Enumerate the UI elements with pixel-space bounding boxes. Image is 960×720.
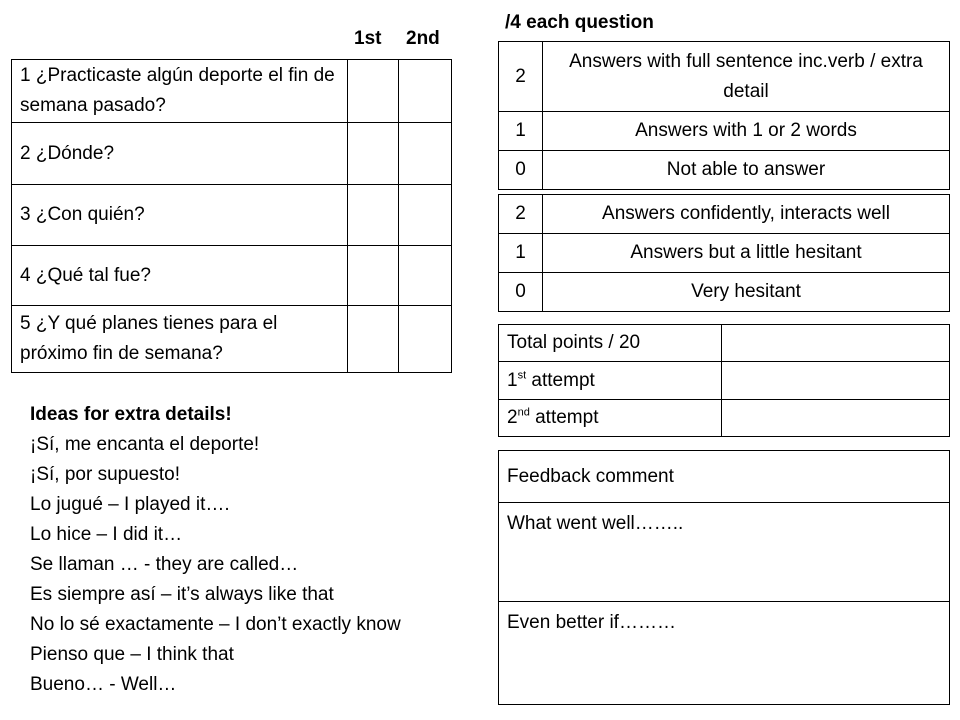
feedback-title: Feedback comment	[499, 451, 950, 503]
attempt-1-score[interactable]	[722, 362, 950, 400]
what-went-well-field[interactable]: What went well……..	[499, 503, 950, 602]
criteria-score: 0	[499, 151, 543, 190]
second-attempt-header: 2nd	[406, 28, 440, 49]
idea-line: ¡Sí, por supuesto!	[30, 464, 180, 485]
idea-line: Lo jugué – I played it….	[30, 494, 230, 515]
criteria-text: Answers with 1 or 2 words	[543, 112, 950, 151]
totals-title-value[interactable]	[722, 325, 950, 362]
feedback-table	[498, 450, 950, 705]
criteria-table-confidence	[498, 194, 950, 312]
question-1: 1 ¿Practicaste algún deporte el fin de semana pasado?	[12, 60, 348, 123]
question-1-first-box[interactable]	[347, 60, 398, 123]
criteria-text: Not able to answer	[543, 151, 950, 190]
criteria-text: Answers confidently, interacts well	[543, 195, 950, 234]
scoring-title: /4 each question	[505, 12, 654, 33]
idea-line: No lo sé exactamente – I don’t exactly know	[30, 614, 401, 635]
idea-line: Bueno… - Well…	[30, 674, 177, 695]
criteria-score: 1	[499, 112, 543, 151]
criteria-score: 2	[499, 195, 543, 234]
questions-table	[11, 59, 452, 373]
criteria-table-accuracy	[498, 41, 950, 190]
criteria-score: 0	[499, 273, 543, 312]
question-3-second-box[interactable]	[398, 185, 451, 246]
even-better-if-field[interactable]: Even better if………	[499, 602, 950, 705]
ideas-title: Ideas for extra details!	[30, 404, 232, 425]
question-5: 5 ¿Y qué planes tienes para el próximo fin de semana?	[12, 306, 348, 373]
question-1-second-box[interactable]	[398, 60, 451, 123]
criteria-score: 2	[499, 42, 543, 112]
totals-table	[498, 324, 950, 437]
idea-line: Se llaman … - they are called…	[30, 554, 299, 575]
question-3: 3 ¿Con quién?	[12, 185, 348, 246]
idea-line: ¡Sí, me encanta el deporte!	[30, 434, 260, 455]
criteria-score: 1	[499, 234, 543, 273]
question-4: 4 ¿Qué tal fue?	[12, 246, 348, 306]
question-5-second-box[interactable]	[398, 306, 451, 373]
idea-line: Pienso que – I think that	[30, 644, 234, 665]
question-4-first-box[interactable]	[347, 246, 398, 306]
idea-line: Es siempre así – it’s always like that	[30, 584, 334, 605]
question-5-first-box[interactable]	[347, 306, 398, 373]
idea-line: Lo hice – I did it…	[30, 524, 183, 545]
question-2-second-box[interactable]	[398, 123, 451, 185]
attempt-2-label: 2nd attempt	[499, 400, 722, 437]
criteria-text: Very hesitant	[543, 273, 950, 312]
attempt-2-score[interactable]	[722, 400, 950, 437]
ideas-list	[30, 400, 401, 700]
question-3-first-box[interactable]	[347, 185, 398, 246]
attempt-1-label: 1st attempt	[499, 362, 722, 400]
first-attempt-header: 1st	[354, 28, 382, 49]
criteria-text: Answers but a little hesitant	[543, 234, 950, 273]
question-2-first-box[interactable]	[347, 123, 398, 185]
totals-title: Total points / 20	[499, 325, 722, 362]
question-4-second-box[interactable]	[398, 246, 451, 306]
question-2: 2 ¿Dónde?	[12, 123, 348, 185]
criteria-text: Answers with full sentence inc.verb / extra detail	[543, 42, 950, 112]
